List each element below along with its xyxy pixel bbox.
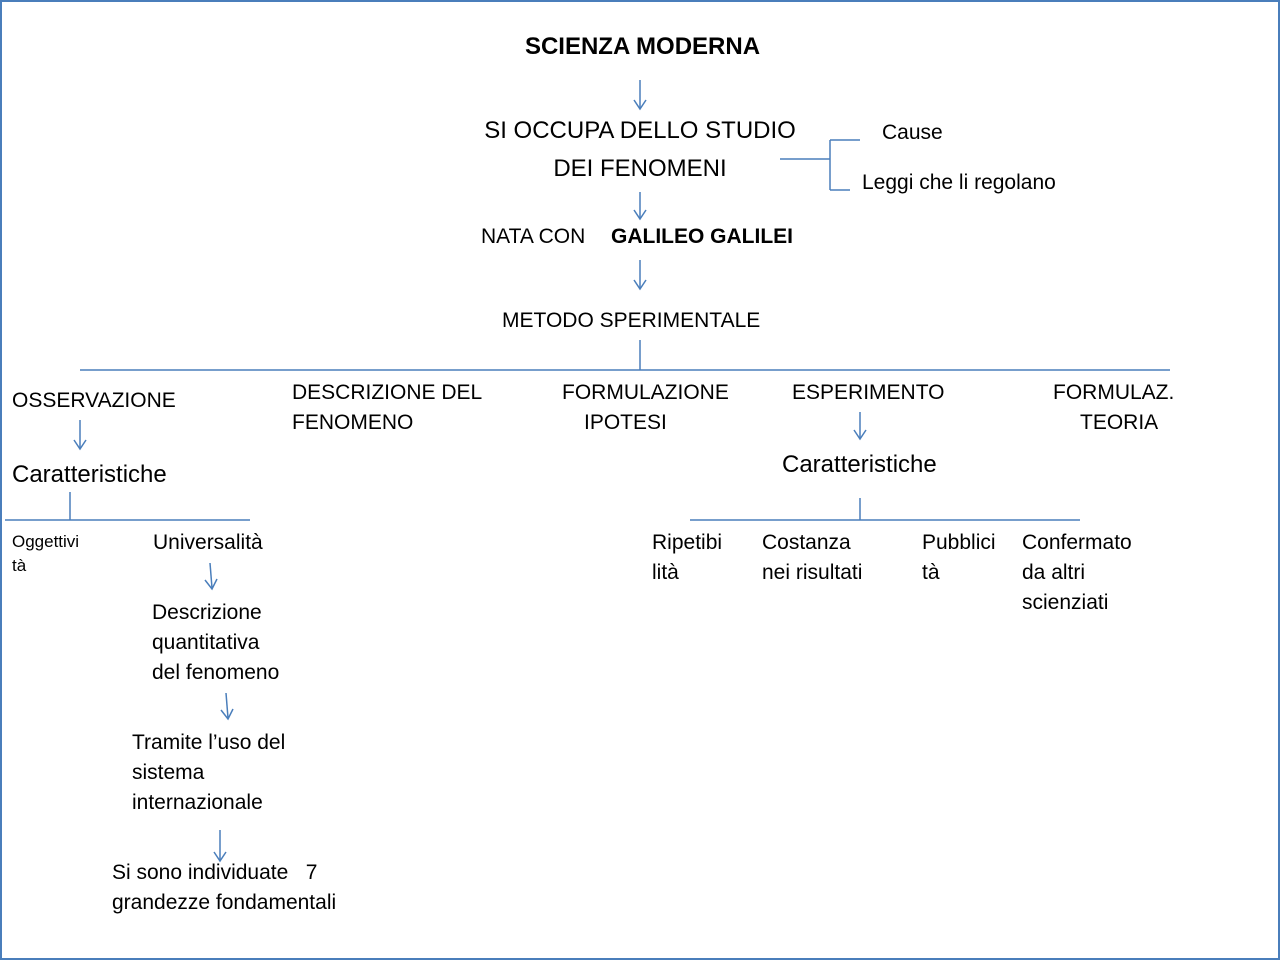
pubblicita-line1: Pubblici (922, 531, 996, 554)
study-line1: SI OCCUPA DELLO STUDIO (484, 117, 796, 144)
study-line2: DEI FENOMENI (553, 155, 727, 182)
descrizione-line3: del fenomeno (152, 661, 280, 684)
step-descrizione-line2: FENOMENO (292, 411, 414, 434)
step-formulazione-line2: IPOTESI (584, 411, 667, 434)
arrow-descrizione (226, 693, 228, 718)
tramite-line2: sistema (132, 761, 205, 784)
leggi-label: Leggi che li regolano (862, 171, 1056, 194)
tramite-line3: internazionale (132, 791, 263, 814)
confermato-line2: da altri (1022, 561, 1086, 584)
step-esperimento: ESPERIMENTO (792, 381, 945, 404)
pubblicita-line2: tà (922, 561, 940, 584)
title: SCIENZA MODERNA (524, 33, 761, 60)
grandezze-line2: grandezze fondamentali (112, 891, 337, 914)
confermato-line1: Confermato (1022, 531, 1132, 554)
descrizione-line2: quantitativa (152, 631, 260, 654)
step-descrizione-line1: DESCRIZIONE DEL (292, 381, 483, 404)
arrow-universalita (210, 563, 212, 588)
step-formulazione-line1: FORMULAZIONE (562, 381, 729, 404)
costanza-line1: Costanza (762, 531, 851, 554)
step-teoria-line2: TEORIA (1080, 411, 1159, 434)
ripetibilita-line1: Ripetibi (652, 531, 723, 554)
step-teoria-line1: FORMULAZ. (1053, 381, 1175, 404)
step-osservazione: OSSERVAZIONE (12, 389, 176, 412)
tramite-line1: Tramite l’uso del (132, 731, 286, 754)
confermato-line3: scienziati (1022, 591, 1109, 614)
cause-label: Cause (882, 121, 943, 144)
nata-name: GALILEO GALILEI (611, 225, 793, 248)
right-caratteristiche: Caratteristiche (782, 451, 937, 478)
grandezze-line1: Si sono individuate 7 (112, 861, 318, 884)
ripetibilita-line2: lità (652, 561, 679, 584)
metodo-label: METODO SPERIMENTALE (502, 309, 761, 332)
nata-prefix: NATA CON (481, 225, 586, 248)
universalita-label: Universalità (153, 531, 263, 554)
oggettivita-line2: tà (12, 556, 27, 575)
left-caratteristiche: Caratteristiche (12, 461, 167, 488)
descrizione-line1: Descrizione (152, 601, 262, 624)
oggettivita-line1: Oggettivi (12, 532, 80, 551)
costanza-line2: nei risultati (762, 561, 863, 584)
